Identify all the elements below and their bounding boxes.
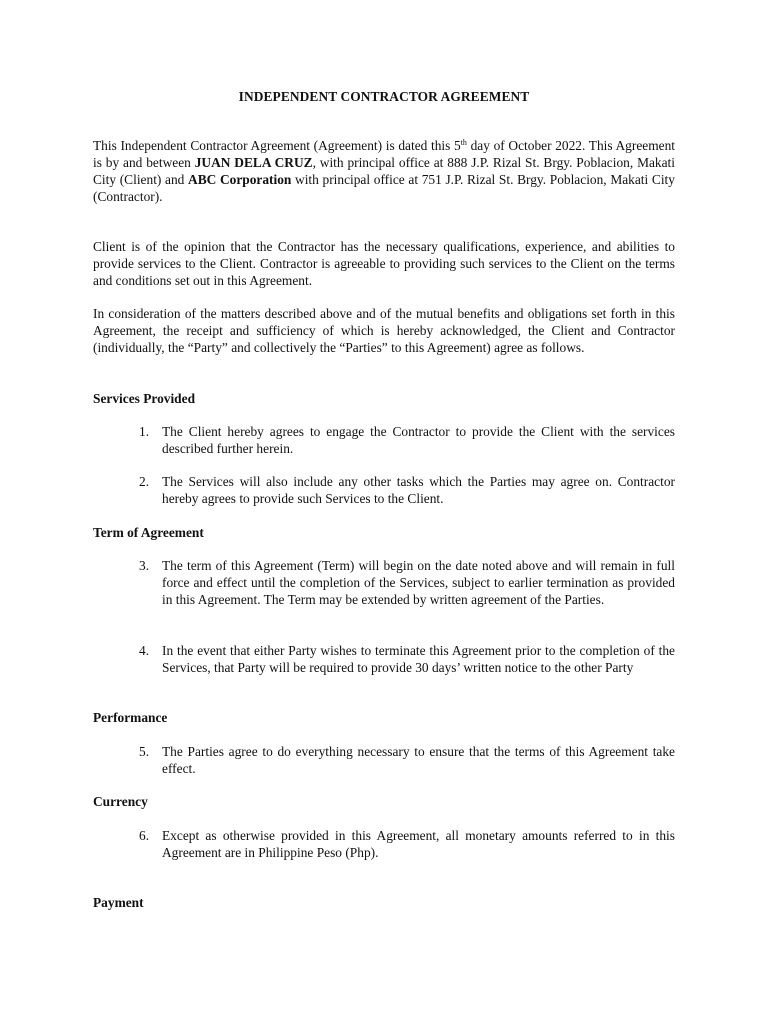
- item-number: 3.: [139, 558, 150, 573]
- item-text: The Parties agree to do everything necessary to ensure that the terms of this Agreement take effect.: [162, 744, 675, 776]
- opinion-paragraph: Client is of the opinion that the Contractor has the necessary qualifications, experience, and abilities to provide services to the Client. Contractor is agreeable to providing such services to the Client on the terms and conditions set out in this Agreement.: [93, 239, 675, 288]
- heading-services-provided: Services Provided: [93, 391, 196, 406]
- intro-text-4: with principal office at 751 J.P. Rizal St. Brgy. Poblacion, Makati City (Contractor).: [93, 172, 675, 204]
- item-number: 2.: [139, 474, 150, 489]
- heading-currency: Currency: [93, 794, 148, 809]
- contractor-name: ABC Corporation: [188, 172, 292, 187]
- list-item: [139, 557, 675, 608]
- item-number: 6.: [139, 828, 150, 843]
- client-name: JUAN DELA CRUZ: [194, 155, 313, 170]
- item-number: 5.: [139, 744, 150, 759]
- list-item: [139, 423, 675, 457]
- item-number: 1.: [139, 424, 150, 439]
- intro-text-2: day of October 2022. This Agreement is by and between: [93, 138, 675, 170]
- heading-term-of-agreement: Term of Agreement: [93, 525, 204, 540]
- item-text: The term of this Agreement (Term) will begin on the date noted above and will remain in full force and effect until the completion of the Services, subject to earlier termination as provided in this Agreement. The Term may be extended by written agreement of the Parties.: [162, 558, 675, 607]
- heading-payment: Payment: [93, 895, 144, 910]
- list-item: [139, 743, 675, 777]
- list-item: [139, 827, 675, 861]
- intro-ordinal-suffix: th: [460, 138, 467, 147]
- item-text: The Client hereby agrees to engage the Contractor to provide the Client with the services described further herein.: [162, 424, 675, 456]
- consideration-paragraph: In consideration of the matters described above and of the mutual benefits and obligations set forth in this Agreement, the receipt and sufficiency of which is hereby acknowledged, the Client and Contractor (individually, the “Party” and collectively the “Parties” to this Agreement) agree as follows.: [93, 306, 675, 355]
- intro-text-1: This Independent Contractor Agreement (Agreement) is dated this 5: [93, 138, 461, 153]
- list-item: [139, 642, 675, 676]
- heading-performance: Performance: [93, 710, 168, 725]
- item-text: The Services will also include any other tasks which the Parties may agree on. Contractor hereby agrees to provide such Services to the Client.: [162, 474, 675, 506]
- item-number: 4.: [139, 643, 150, 658]
- intro-paragraph: [93, 137, 675, 205]
- list-item: [139, 473, 675, 507]
- document-title: INDEPENDENT CONTRACTOR AGREEMENT: [238, 89, 530, 104]
- item-text: Except as otherwise provided in this Agreement, all monetary amounts referred to in this Agreement are in Philippine Peso (Php).: [162, 828, 675, 860]
- intro-text-3: , with principal office at 888 J.P. Rizal St. Brgy. Poblacion, Makati City (Client) and: [93, 155, 675, 187]
- item-text: In the event that either Party wishes to terminate this Agreement prior to the completion of the Services, that Party will be required to provide 30 days’ written notice to the other Party: [162, 643, 675, 675]
